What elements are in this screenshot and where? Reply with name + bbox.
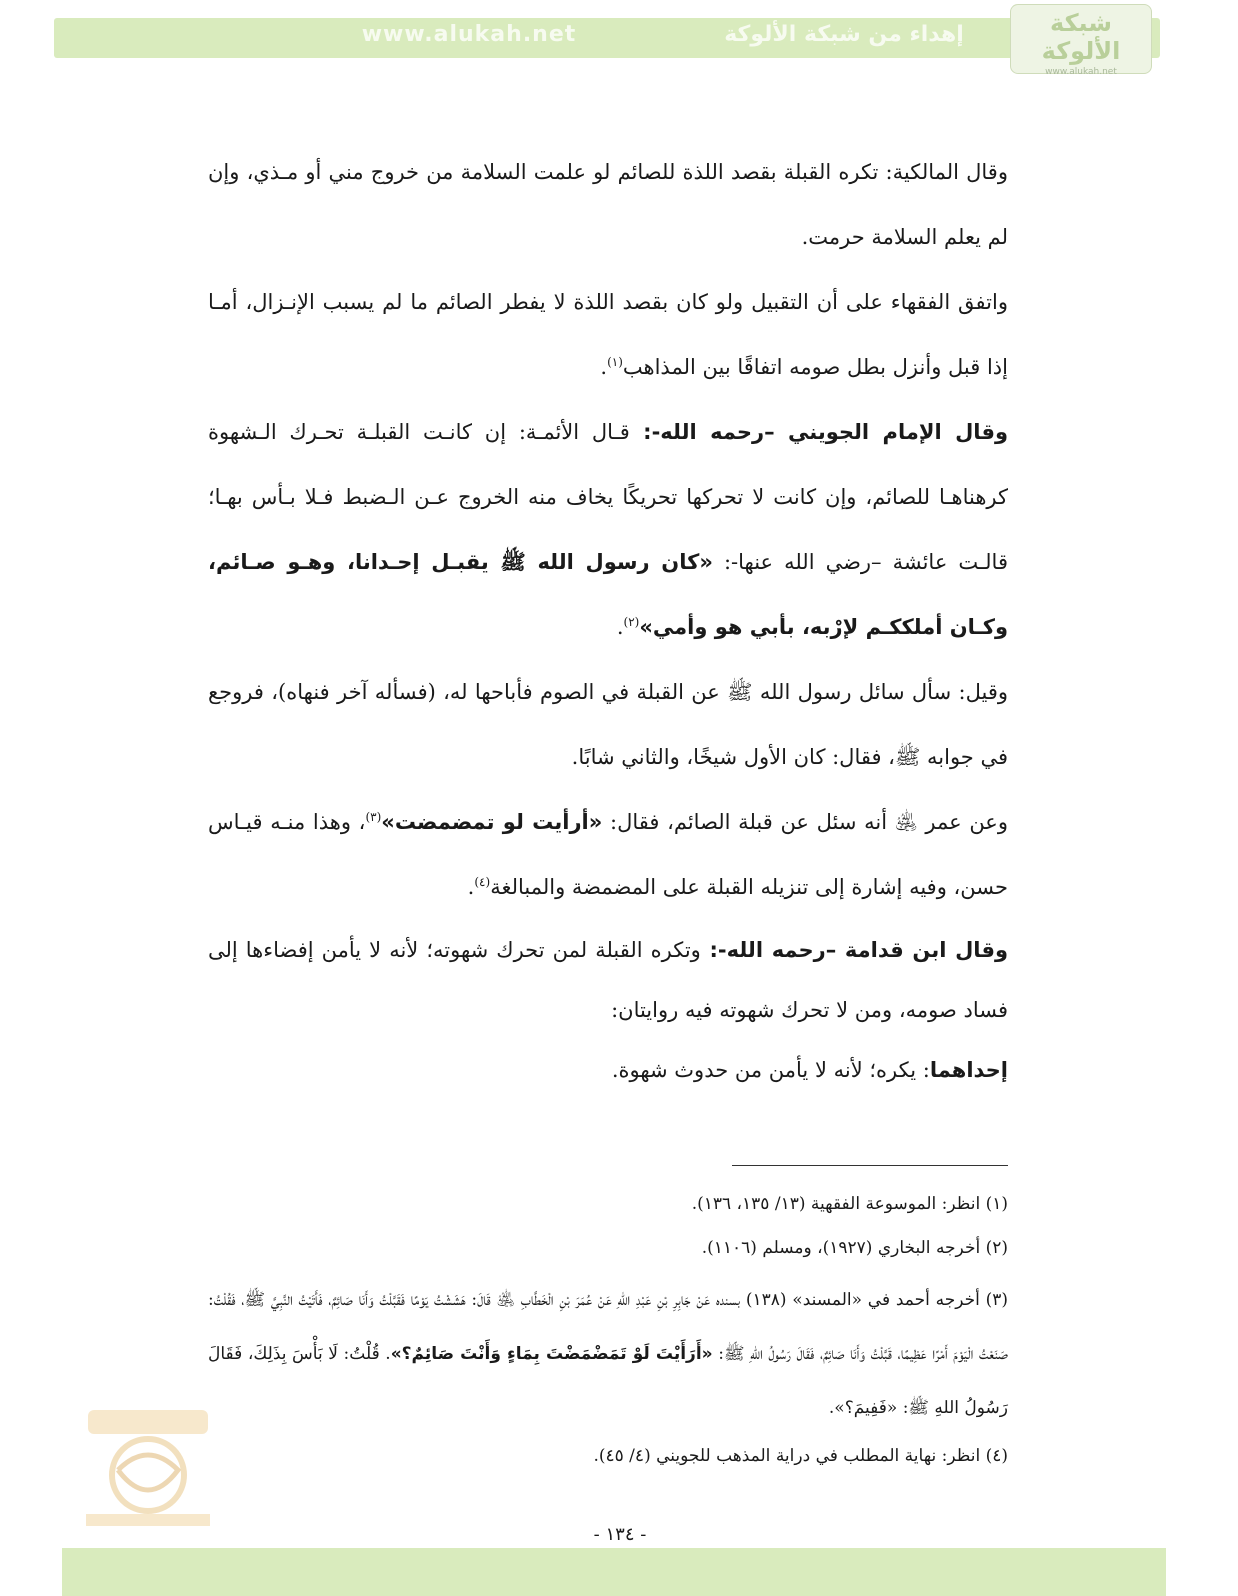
new-exclusive-stamp-icon	[78, 1400, 218, 1530]
site-url[interactable]: www.alukah.net	[361, 22, 577, 47]
gift-banner-text: إهداء من شبكة الألوكة	[724, 22, 964, 47]
speaker-name-2: وقال ابن قدامة –رحمه الله-:	[700, 938, 1008, 962]
footnote-divider	[732, 1165, 1008, 1166]
footnote-3: (٣) أخرجه أحمد في «المسند» (١٣٨) بسنده عَنْ جَابِرِ بْنِ عَبْدِ اللهِ عَنْ عُمَرَ بْنِ الْخَطَّابِ ﵁ قَالَ: هَشَشْتُ يَوْمًا فَقَبَّلْتُ وَأَنَا صَائِمٌ، فَأَتَيْتُ النَّبِيَّ ﷺ، فَقُلْتُ: صَنَعْتُ الْيَوْمَ أَمْرًا عَظِيمًا، قَبَّلْتُ وَأَنَا صَائِمٌ، فَقَالَ رَسُولُ اللهِ ﷺ: «أَرَأَيْتَ لَوْ تَمَضْمَضْتَ بِمَاءٍ وَأَنْتَ صَائِمٌ؟». قُلْتُ: لَا بَأْسَ بِذَلِكَ، فَقَالَ رَسُولُ اللهِ ﷺ: «فَفِيمَ؟».	[208, 1290, 1008, 1418]
paragraph-5: وعن عمر ﵁ أنه سئل عن قبلة الصائم، فقال: «أرأيت لو تمضمضت»$^{(٣)}$، وهذا منـه قيـاس حسن، وفيه إشارة إلى تنزيله القبلة على المضمضة والمبالغة$^{(٤)}$.	[208, 810, 1008, 899]
hadith-quote: «كان رسول الله ﷺ يقبـل إحـدانا، وهـو صـائم، وكـان أملككـم لإرْبه، بأبي هو وأمي»	[208, 550, 1008, 639]
footnote-4: (٤) انظر: نهاية المطلب في دراية المذهب للجويني (٤/ ٤٥).	[593, 1446, 1008, 1466]
footnote-ref-4[interactable]: (٤)	[474, 875, 491, 889]
footnote-ref-3[interactable]: (٣)	[365, 810, 382, 824]
footnote-ref-1[interactable]: (١)	[607, 355, 623, 369]
footnote-3-quote: «أَرَأَيْتَ لَوْ تَمَضْمَضْتَ بِمَاءٍ وَأَنْتَ صَائِمٌ؟»	[390, 1344, 713, 1364]
first-narration-label: إحداهما	[929, 1058, 1008, 1082]
alukah-logo	[1010, 4, 1152, 77]
paragraph-1: وقال المالكية: تكره القبلة بقصد اللذة للصائم لو علمت السلامة من خروج مني أو مـذي، وإن لم يعلم السلامة حرمت.	[208, 160, 1008, 249]
header-bar	[54, 18, 1160, 58]
footer-bar	[62, 1548, 1166, 1596]
footnote-1: (١) انظر: الموسوعة الفقهية (١٣/ ١٣٥، ١٣٦).	[691, 1194, 1008, 1214]
footnote-ref-2[interactable]: (٢)	[623, 615, 640, 629]
paragraph-4: وقيل: سأل سائل رسول الله ﷺ عن القبلة في الصوم فأباحها له، (فسأله آخر فنهاه)، فروجع في جوابه ﷺ، فقال: كان الأول شيخًا، والثاني شابًا.	[208, 680, 1008, 769]
paragraph-2: واتفق الفقهاء على أن التقبيل ولو كان بقصد اللذة لا يفطر الصائم ما لم يسبب الإنـزال، أمـا إذا قبل وأنزل بطل صومه اتفاقًا بين المذاهب$^{(١)}$.	[208, 290, 1008, 379]
paragraph-7: إحداهما: يكره؛ لأنه لا يأمن من حدوث شهوة.	[611, 1058, 1008, 1082]
paragraph-6: وقال ابن قدامة –رحمه الله-: وتكره القبلة لمن تحرك شهوته؛ لأنه لا يأمن إفضاءها إلى فساد صومه، ومن لا تحرك شهوته فيه روايتان:	[208, 938, 1008, 1022]
footnote-2: (٢) أخرجه البخاري (١٩٢٧)، ومسلم (١١٠٦).	[701, 1238, 1008, 1258]
paragraph-3: وقال الإمام الجويني –رحمه الله-: قـال الأئمـة: إن كانـت القبلـة تحـرك الـشهوة كرهناهـا للصائم، وإن كانت لا تحركها تحريكًا يخاف منه الخروج عـن الـضبط فـلا بـأس بهـا؛ قالـت عائشة –رضي الله عنها-: «كان رسول الله ﷺ يقبـل إحـدانا، وهـو صـائم، وكـان أملككـم لإرْبه، بأبي هو وأمي»$^{(٢)}$.	[208, 420, 1008, 639]
logo-url: www.alukah.net	[1045, 67, 1117, 77]
footnotes	[208, 1185, 1008, 1481]
speaker-name: وقال الإمام الجويني –رحمه الله-:	[629, 420, 1008, 444]
main-text	[208, 140, 1008, 1100]
logo-text: شبكة الألوكة	[1041, 9, 1121, 65]
omar-quote: «أرأيت لو تمضمضت»	[381, 810, 603, 834]
page-number: - ١٣٤ -	[593, 1524, 647, 1545]
